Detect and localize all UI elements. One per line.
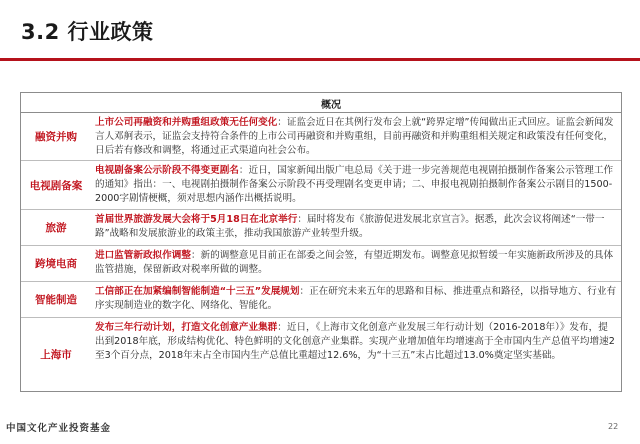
row-category: 智能制造 [35, 294, 77, 306]
table-row [21, 113, 621, 161]
row-description [95, 321, 617, 364]
policy-table [20, 92, 622, 392]
row-body: ：近日，《上海市文化创意产业发展三年行动计划（2016-2018年）》发布，提出到2018年底，形成结构优化、特色鲜明的文化创意产业集群。实现产业增加值年均增速高于全市国内生产总值平均增速2至3个百分点，2018年末占全市国内生产总值比重超过12.6%，为“十三五”末占比超过13.0%奠定坚实基础。 [95, 322, 615, 362]
table-row [21, 246, 621, 282]
row-body: ：正在研究未来五年的思路和目标、推进重点和路径，以指导地方、行业有序实现制造业的数字化、网络化、智能化。 [95, 286, 617, 312]
row-category: 电视剧备案 [29, 179, 83, 192]
row-headline: 电视剧备案公示阶段不得变更剧名 [95, 165, 239, 176]
column-header-overview: 概况 [321, 100, 341, 111]
table-row [21, 282, 621, 318]
row-body: ：届时将发布《旅游促进发展北京宣言》。据悉，此次会议将阐述“一带一路”战略和发展旅游业的政策主张，推动我国旅游产业转型升级。 [95, 214, 605, 240]
row-category: 上海市 [40, 349, 72, 361]
table-row [21, 161, 621, 210]
row-category: 跨境电商 [35, 258, 77, 270]
row-category: 旅游 [45, 222, 67, 234]
row-description [95, 249, 617, 277]
row-description [95, 213, 617, 241]
table-row [21, 210, 621, 246]
row-description [95, 285, 617, 313]
page-number: 22 [608, 422, 619, 431]
row-category: 融资并购 [35, 131, 77, 143]
row-description [95, 116, 617, 159]
row-description [95, 164, 617, 207]
row-body: ：新的调整意见目前正在部委之间会签，有望近期发布。调整意见拟暂缓一年实施新政所涉及的具体监管措施，保留新政对税率所做的调整。 [95, 250, 614, 276]
row-body: ：近日，国家新闻出版广电总局《关于进一步完善规范电视剧拍摄制作备案公示管理工作的通知》指出：一、电视剧拍摄制作备案公示阶段不再受理剧名变更申请；二、申报电视剧拍摄制作备案公示剧目的1500-2000字剧情梗概，须对思想内涵作出概括说明。 [95, 165, 614, 205]
row-headline: 进口监管新政拟作调整 [95, 250, 191, 261]
table-row [21, 318, 621, 391]
row-headline: 上市公司再融资和并购重组政策无任何变化 [95, 117, 278, 128]
footer-logo: 中国文化产业投资基金 [6, 423, 112, 434]
row-headline: 发布三年行动计划，打造文化创意产业集群 [95, 322, 278, 333]
row-headline: 工信部正在加紧编制智能制造“十三五”发展规划 [95, 286, 300, 297]
page-title: 3.2 行业政策 [21, 20, 154, 44]
row-body: ：证监会近日在其例行发布会上就“跨界定增”传闻做出正式回应。证监会新闻发言人邓舸表示，证监会支持符合条件的上市公司再融资和并购重组，目前再融资和并购重组相关规定和政策没有任何变化，日后若有修改和调整，将通过正式渠道向社会公布。 [95, 117, 614, 157]
row-headline: 首届世界旅游发展大会将于5月18日在北京举行 [95, 214, 298, 225]
title-divider [0, 58, 640, 61]
table-header [21, 93, 621, 113]
